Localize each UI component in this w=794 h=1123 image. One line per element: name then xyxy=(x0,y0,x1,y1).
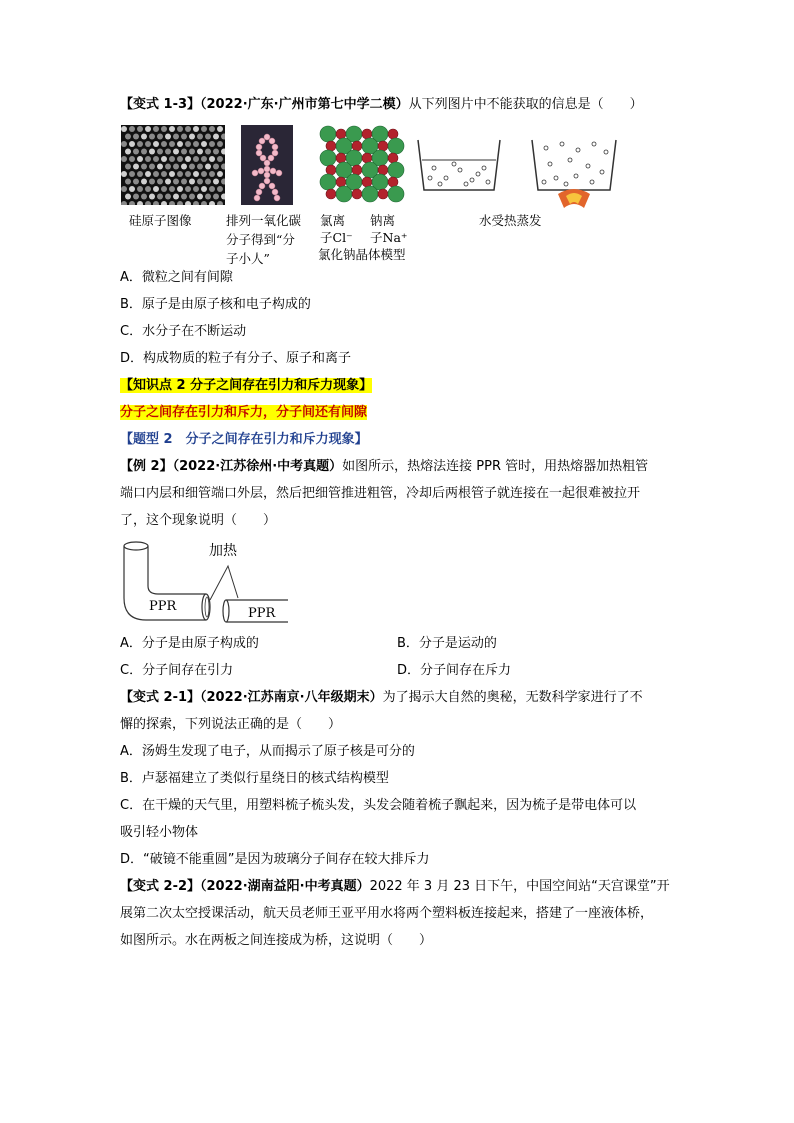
example-tag: 【例 2】 xyxy=(120,459,173,474)
variant-2-2-stem-line2: 展第二次太空授课活动，航天员老师王亚平用水将两个塑料板连接起来，搭建了一座液体桥， xyxy=(120,906,654,921)
example-2-stem-line3: 了，这个现象说明（ ） xyxy=(120,513,277,528)
nacl-crystal-model-image xyxy=(318,124,410,208)
water-beaker-image xyxy=(414,134,504,196)
caption-cl-line1: 氯离 xyxy=(320,213,346,228)
figure-label-ppr-big: PPR xyxy=(149,599,177,614)
co-molecule-man-image xyxy=(241,125,293,205)
question-type-title: 【题型 2 分子之间存在引力和斥力现象】 xyxy=(120,432,368,447)
caption-water: 水受热蒸发 xyxy=(479,213,542,228)
figure-label-ppr-small: PPR xyxy=(248,606,276,621)
example-2-option-d: D．分子间存在斥力 xyxy=(397,663,512,678)
variant-2-1-stem-line2: 懈的探索，下列说法正确的是（ ） xyxy=(120,717,342,732)
caption-na-line2: 子Na⁺ xyxy=(370,230,408,245)
q1-option-a: A．微粒之间有间隙 xyxy=(120,270,233,285)
caption-silicon: 硅原子图像 xyxy=(129,213,192,228)
variant-2-2-stem-line1: 【变式 2-2】（2022·湖南益阳·中考真题）2022 年 3 月 23 日下午，中国空间站“天宫课堂”开 xyxy=(120,879,670,894)
variant-2-1-option-c-cont: 吸引轻小物体 xyxy=(120,825,199,840)
question-text: 从下列图片中不能获取的信息是（ ） xyxy=(408,97,643,112)
question-1-3-stem xyxy=(120,95,643,115)
variant-2-1-option-a: A．汤姆生发现了电子，从而揭示了原子核是可分的 xyxy=(120,744,415,759)
variant-2-1-option-c: C．在干燥的天气里，用塑料梳子梳头发，头发会随着梳子飘起来，因为梳子是带电体可以 xyxy=(120,798,637,813)
example-2-option-b: B．分子是运动的 xyxy=(397,636,497,651)
knowledge-point-title: 【知识点 2 分子之间存在引力和斥力现象】 xyxy=(120,378,373,393)
figure-label-heat: 加热 xyxy=(209,543,237,559)
caption-co-line1: 排列一氧化碳 xyxy=(226,213,302,228)
q1-option-c: C．水分子在不断运动 xyxy=(120,324,247,339)
example-2-stem-line2: 端口内层和细管端口外层，然后把细管推进粗管，冷却后两根管子就连接在一起很难被拉开 xyxy=(120,486,641,501)
example-source: （2022·江苏徐州·中考真题） xyxy=(172,459,343,474)
question-source: （2022·广东·广州市第七中学二模） xyxy=(200,97,409,112)
water-heated-beaker-image xyxy=(528,134,622,212)
caption-nacl-model: 氯化钠晶体模型 xyxy=(318,247,406,262)
silicon-atom-image xyxy=(121,125,225,205)
question-tag: 【变式 1-3】 xyxy=(120,97,201,112)
example-2-stem-line1: 【例 2】（2022·江苏徐州·中考真题）如图所示，热熔法连接 PPR 管时，用热熔器加热粗管 xyxy=(120,459,649,474)
variant-2-1-option-b: B．卢瑟福建立了类似行星绕日的核式结构模型 xyxy=(120,771,389,786)
variant-2-1-stem-line1: 【变式 2-1】（2022·江苏南京·八年级期末）为了揭示大自然的奥秘，无数科学家进行了不 xyxy=(120,690,643,705)
caption-cl-line2: 子Cl⁻ xyxy=(320,230,353,245)
caption-co-line3: 子小人” xyxy=(226,251,270,266)
knowledge-point-text: 分子之间存在引力和斥力，分子间还有间隙 xyxy=(120,405,368,420)
variant-2-1-option-d: D．“破镜不能重圆”是因为玻璃分子间存在较大排斥力 xyxy=(120,852,430,867)
q1-option-d: D．构成物质的粒子有分子、原子和离子 xyxy=(120,351,352,366)
caption-na-line1: 钠离 xyxy=(370,213,396,228)
caption-co-line2: 分子得到“分 xyxy=(226,232,295,247)
example-2-option-c: C．分子间存在引力 xyxy=(120,663,234,678)
variant-2-2-stem-line3: 如图所示。水在两板之间连接成为桥，这说明（ ） xyxy=(120,933,433,948)
example-2-option-a: A．分子是由原子构成的 xyxy=(120,636,259,651)
q1-option-b: B．原子是由原子核和电子构成的 xyxy=(120,297,311,312)
